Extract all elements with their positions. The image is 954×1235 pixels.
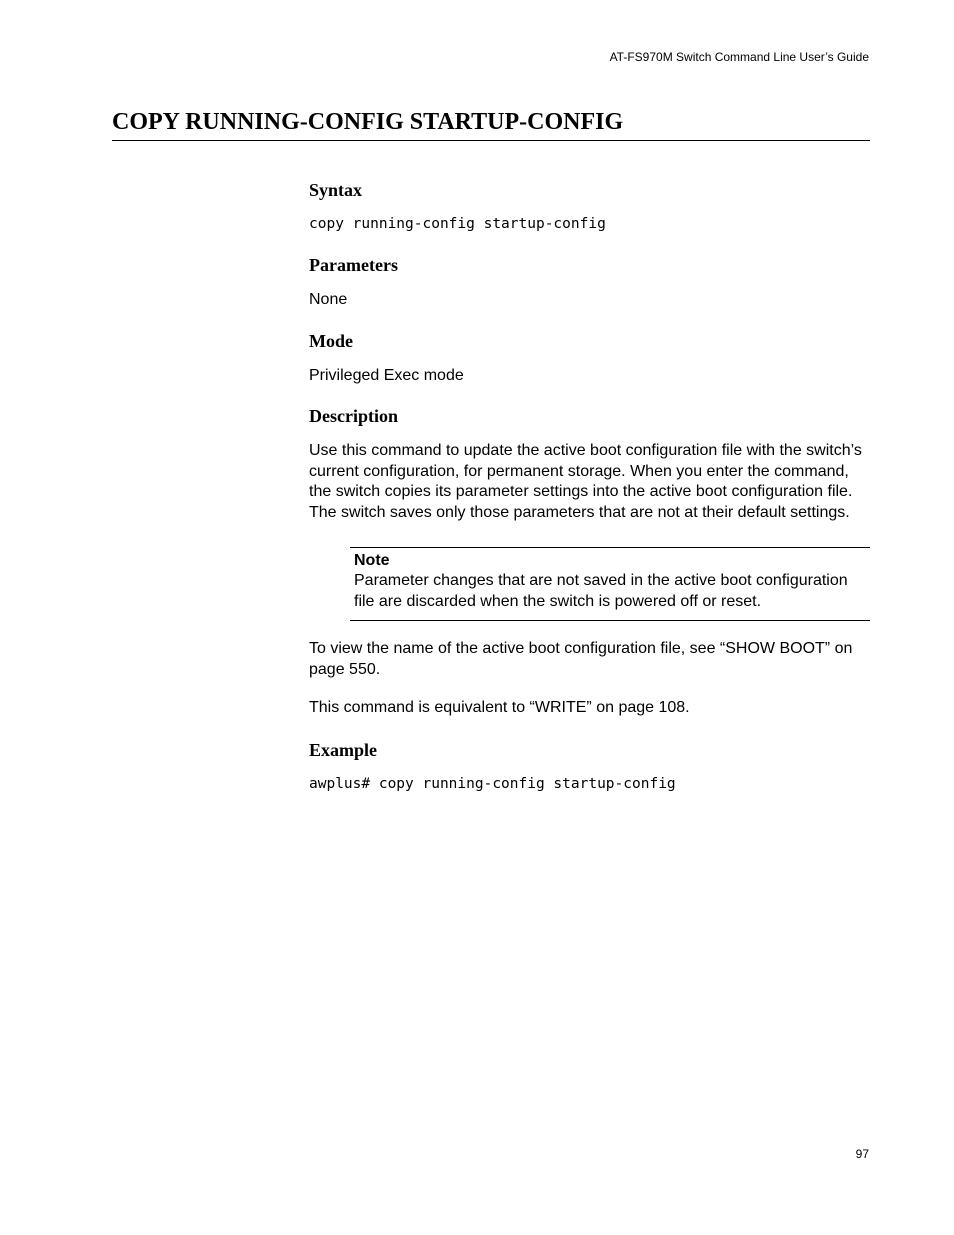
description-heading: Description	[309, 406, 398, 426]
syntax-heading: Syntax	[309, 180, 363, 200]
parameters-text: None	[309, 291, 348, 308]
description-paragraph-1: Use this command to update the active boot configuration file with the switch’s current configuration, for permanent storage. When you enter the command, the switch copies its parameter settings into the active boot configuration file. The switch saves only those parameters that are not at their default settings.	[309, 442, 862, 521]
page-title: COPY RUNNING-CONFIG STARTUP-CONFIG	[112, 106, 870, 141]
description-paragraph-2: To view the name of the active boot configuration file, see “SHOW BOOT” on page 550.	[309, 640, 853, 678]
mode-heading: Mode	[309, 330, 353, 351]
note-box	[350, 547, 870, 621]
command-content	[309, 178, 870, 794]
note-text: Parameter changes that are not saved in the active boot configuration file are discarded when the switch is powered off or reset.	[354, 572, 848, 610]
example-heading: Example	[309, 739, 378, 760]
page-number: 97	[855, 1147, 869, 1161]
mode-text: Privileged Exec mode	[309, 366, 464, 384]
parameters-heading: Parameters	[309, 255, 398, 275]
description-paragraph-3: This command is equivalent to “WRITE” on page 108.	[309, 699, 690, 716]
note-label: Note	[354, 552, 390, 569]
example-code: awplus# copy running-config startup-config	[309, 775, 676, 792]
running-header: AT-FS970M Switch Command Line User’s Guide	[609, 50, 869, 64]
syntax-code: copy running-config startup-config	[309, 216, 606, 232]
